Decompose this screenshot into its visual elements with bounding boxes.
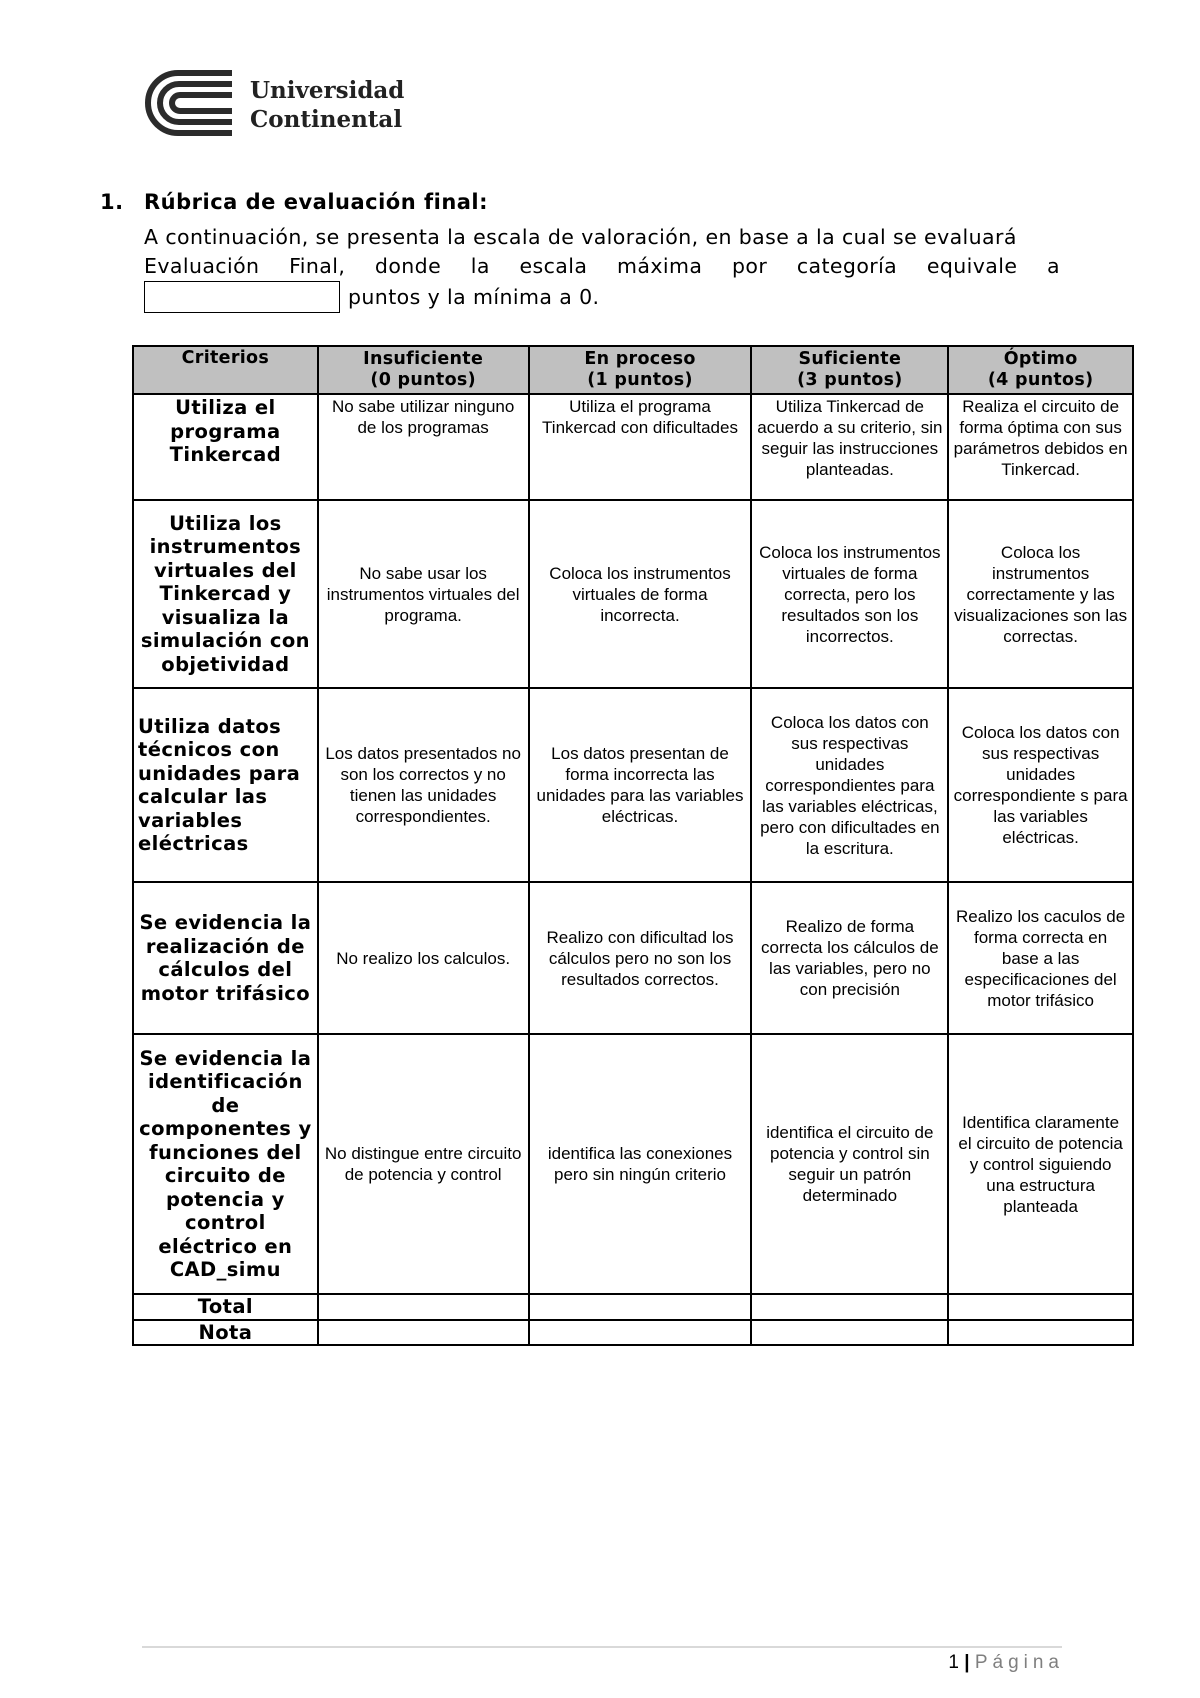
nota-label: Nota — [133, 1320, 318, 1346]
logo-wordmark — [250, 76, 404, 134]
criterion-cell: Se evidencia la realización de cálculos del motor trifásico — [133, 882, 318, 1034]
header-criteria: Criterios — [133, 346, 318, 394]
optimo-cell: Identifica claramente el circuito de potencia y control siguiendo una estructura planteada — [948, 1034, 1133, 1294]
optimo-cell: Realiza el circuito de forma óptima con sus parámetros debidos en Tinkercad. — [948, 394, 1133, 500]
intro-line-3: puntos y la mínima a 0. — [348, 285, 600, 309]
table-row — [133, 882, 1133, 1034]
suficiente-cell: identifica el circuito de potencia y control sin seguir un patrón determinado — [751, 1034, 948, 1294]
logo-line-1: Universidad — [250, 77, 405, 104]
total-suficiente-field[interactable] — [751, 1294, 948, 1320]
en-proceso-cell: Los datos presentan de forma incorrecta las unidades para las variables eléctricas. — [529, 688, 752, 882]
header-en-proceso: En proceso (1 puntos) — [529, 346, 752, 394]
header-optimo: Óptimo (4 puntos) — [948, 346, 1133, 394]
total-en-proceso-field[interactable] — [529, 1294, 752, 1320]
optimo-cell: Realizo los caculos de forma correcta en base a las especificaciones del motor trifásico — [948, 882, 1133, 1034]
table-row — [133, 500, 1133, 688]
section-heading — [100, 190, 488, 214]
intro-line-1: A continuación, se presenta la escala de valoración, en base a la cual se evaluará — [144, 225, 1017, 249]
insuficiente-cell: No sabe utilizar ninguno de los programas — [318, 394, 529, 500]
table-row — [133, 1034, 1133, 1294]
insuficiente-cell: No distingue entre circuito de potencia y control — [318, 1034, 529, 1294]
logo-line-2: Continental — [250, 106, 403, 133]
intro-line-2: Evaluación Final, donde la escala máxima por categoría equivale a — [144, 254, 1060, 278]
header-insuficiente: Insuficiente (0 puntos) — [318, 346, 529, 394]
insuficiente-cell: No realizo los calculos. — [318, 882, 529, 1034]
total-optimo-field[interactable] — [948, 1294, 1133, 1320]
section-title: Rúbrica de evaluación final: — [144, 190, 489, 214]
suficiente-cell: Utiliza Tinkercad de acuerdo a su criterio, sin seguir las instrucciones planteadas. — [751, 394, 948, 500]
insuficiente-cell: No sabe usar los instrumentos virtuales del programa. — [318, 500, 529, 688]
header-row — [133, 346, 1133, 394]
page-footer — [948, 1652, 1064, 1674]
nota-optimo-field[interactable] — [948, 1320, 1133, 1346]
total-row — [133, 1294, 1133, 1320]
university-logo — [142, 68, 405, 142]
intro-paragraph — [144, 223, 1060, 313]
en-proceso-cell: Coloca los instrumentos virtuales de forma incorrecta. — [529, 500, 752, 688]
criterion-cell: Se evidencia la identificación de componentes y funciones del circuito de potencia y control eléctrico en CAD_simu — [133, 1034, 318, 1294]
optimo-cell: Coloca los instrumentos correctamente y las visualizaciones son las correctas. — [948, 500, 1133, 688]
criterion-cell: Utiliza el programa Tinkercad — [133, 394, 318, 500]
insuficiente-cell: Los datos presentados no son los correctos y no tienen las unidades correspondientes. — [318, 688, 529, 882]
nota-row — [133, 1320, 1133, 1346]
table-row — [133, 688, 1133, 882]
suficiente-cell: Realizo de forma correcta los cálculos de las variables, pero no con precisión — [751, 882, 948, 1034]
continental-logo-icon — [142, 68, 238, 138]
suficiente-cell: Coloca los datos con sus respectivas unidades correspondientes para las variables eléctricas, pero con dificultades en la escritura. — [751, 688, 948, 882]
en-proceso-cell: identifica las conexiones pero sin ningún criterio — [529, 1034, 752, 1294]
page-label: Página — [974, 1652, 1064, 1673]
header-suficiente: Suficiente (3 puntos) — [751, 346, 948, 394]
table-row — [133, 394, 1133, 500]
criterion-cell: Utiliza datos técnicos con unidades para calcular las variables eléctricas — [133, 688, 318, 882]
total-insuficiente-field[interactable] — [318, 1294, 529, 1320]
section-number: 1. — [100, 190, 124, 214]
footer-divider — [142, 1646, 1062, 1648]
page-number: 1 — [948, 1652, 959, 1673]
nota-suficiente-field[interactable] — [751, 1320, 948, 1346]
suficiente-cell: Coloca los instrumentos virtuales de forma correcta, pero los resultados son los incorrectos. — [751, 500, 948, 688]
footer-separator: | — [964, 1652, 970, 1673]
nota-en-proceso-field[interactable] — [529, 1320, 752, 1346]
intro-line-3-wrap — [144, 281, 1060, 313]
optimo-cell: Coloca los datos con sus respectivas unidades correspondiente s para las variables eléctricas. — [948, 688, 1133, 882]
en-proceso-cell: Utiliza el programa Tinkercad con dificultades — [529, 394, 752, 500]
criterion-cell: Utiliza los instrumentos virtuales del Tinkercad y visualiza la simulación con objetividad — [133, 500, 318, 688]
rubric-table — [132, 345, 1134, 1346]
en-proceso-cell: Realizo con dificultad los cálculos pero no son los resultados correctos. — [529, 882, 752, 1034]
nota-insuficiente-field[interactable] — [318, 1320, 529, 1346]
max-score-blank-field[interactable] — [144, 281, 340, 313]
total-label: Total — [133, 1294, 318, 1320]
